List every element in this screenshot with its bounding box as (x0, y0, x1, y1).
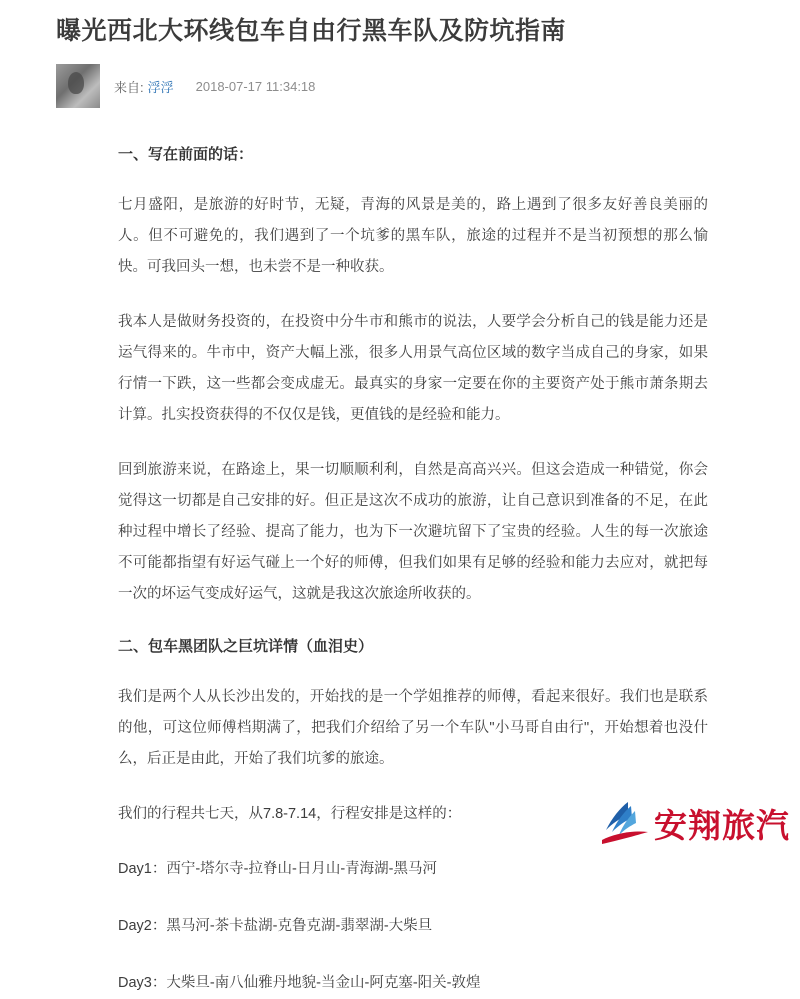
meta-from-label: 来自: (114, 79, 144, 95)
watermark (598, 796, 790, 850)
page-title: 曝光西北大环线包车自由行黑车队及防坑指南 (56, 17, 567, 45)
section-heading-2: 二、包车黑团队之巨坑详情（血泪史） (118, 638, 374, 655)
paragraph: 我们是两个人从长沙出发的，开始找的是一个学姐推荐的师傅，看起来很好。我们也是联系的他，可这位师傅档期满了，把我们介绍给了另一个车队"小马哥自由行"，开始想着也没什么，后正是由此，开始了我们坑爹的旅途。 (118, 689, 708, 767)
itinerary-day-1: Day1：西宁-塔尔寺-拉脊山-日月山-青海湖-黑马河 (118, 861, 437, 877)
paragraph: 七月盛阳，是旅游的好时节，无疑，青海的风景是美的，路上遇到了很多友好善良美丽的人。但不可避免的，我们遇到了一个坑爹的黑车队，旅途的过程并不是当初预想的那么愉快。可我回头一想，也未尝不是一种收获。 (118, 197, 708, 275)
itinerary-day-3: Day3：大柴旦-南八仙雅丹地貌-当金山-阿克塞-阳关-敦煌 (118, 975, 481, 991)
watermark-text: 安翔旅汽 (654, 806, 790, 844)
meta-timestamp: 2018-07-17 11:34:18 (195, 78, 316, 94)
article-meta (0, 48, 800, 112)
article-body (0, 112, 800, 999)
itinerary-day-2: Day2：黑马河-茶卡盐湖-克鲁克湖-翡翠湖-大柴旦 (118, 918, 433, 934)
paragraph: 我们的行程共七天，从7.8-7.14，行程安排是这样的： (118, 806, 462, 822)
section-heading-1: 一、写在前面的话： (118, 146, 254, 163)
swoosh-logo-icon (598, 800, 650, 846)
paragraph: 回到旅游来说，在路途上，果一切顺顺利利，自然是高高兴兴。但这会造成一种错觉，你会觉得这一切都是自己安排的好。但正是这次不成功的旅游，让自己意识到准备的不足，在此种过程中增长了经验、提高了能力，也为下一次避坑留下了宝贵的经验。人生的每一次旅途不可能都指望有好运气碰上一个好的师傅，但我们如果有足够的经验和能力去应对，就把每一次的坏运气变成好运气，这就是我这次旅途所收获的。 (118, 462, 708, 602)
paragraph: 我本人是做财务投资的，在投资中分牛市和熊市的说法，人要学会分析自己的钱是能力还是运气得来的。牛市中，资产大幅上涨，很多人用景气高位区域的数字当成自己的身家，如果行情一下跌，这一些都会变成虚无。最真实的身家一定要在你的主要资产处于熊市萧条期去计算。扎实投资获得的不仅仅是钱，更值钱的是经验和能力。 (118, 314, 708, 423)
meta-author-link[interactable]: 浮浮 (147, 79, 174, 95)
avatar (56, 64, 100, 108)
